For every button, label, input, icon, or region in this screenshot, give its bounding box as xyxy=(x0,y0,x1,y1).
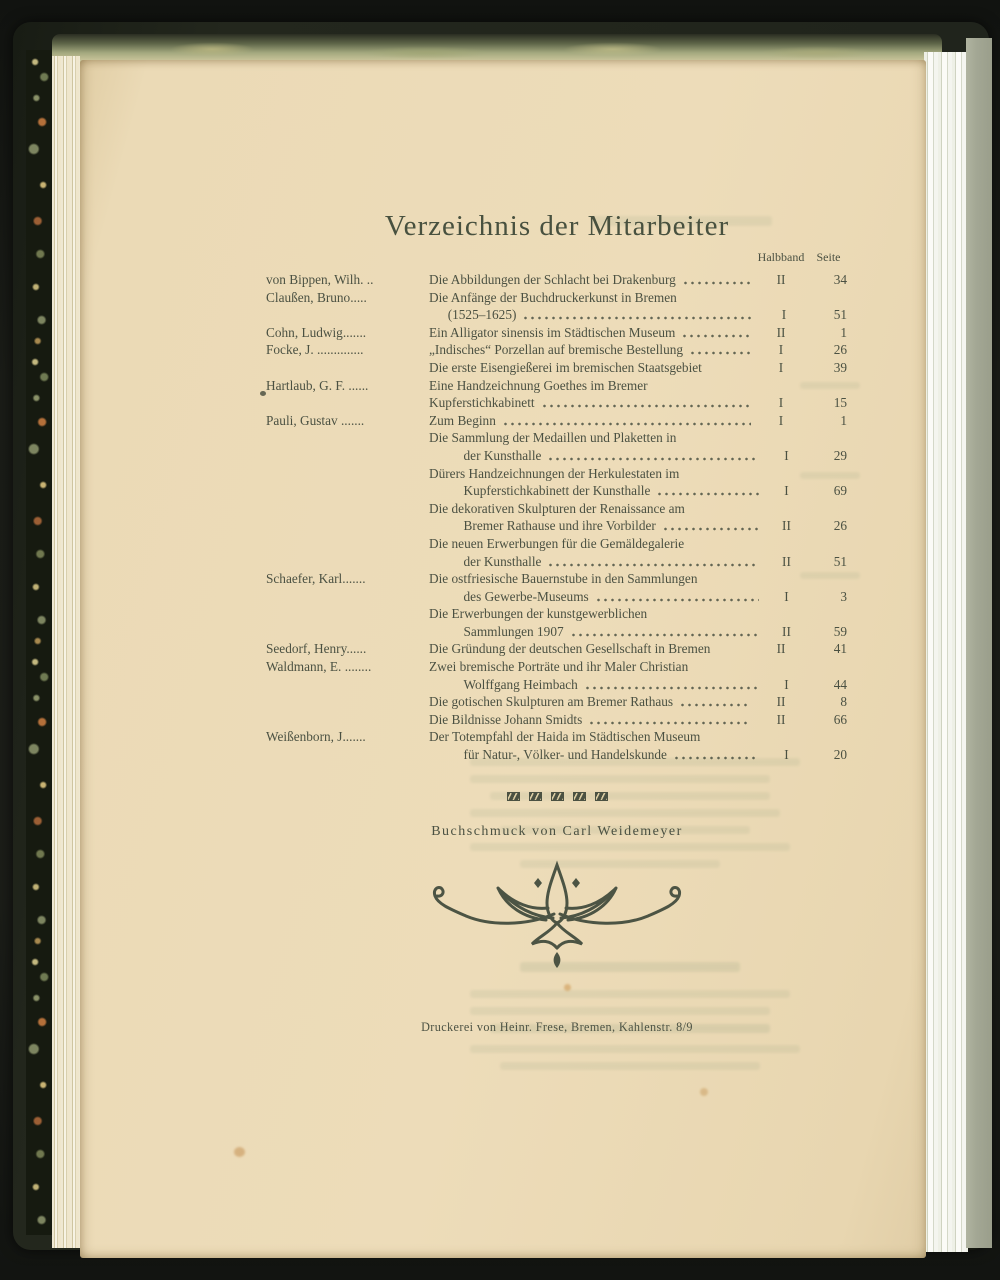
entry-author: Weißenborn, J....... xyxy=(266,729,366,745)
entry-title xyxy=(416,588,761,606)
entry-row xyxy=(266,324,848,342)
entry-title xyxy=(416,447,761,465)
entry-title xyxy=(416,517,761,535)
entry-seite: 66 xyxy=(833,711,847,727)
entry-row xyxy=(266,482,848,500)
entry-title xyxy=(429,711,753,729)
entry-title xyxy=(429,465,753,483)
dot-leader xyxy=(688,341,751,359)
entry-title xyxy=(416,623,761,641)
entry-seite xyxy=(809,289,848,307)
entry-title xyxy=(429,429,753,447)
entry-row xyxy=(266,676,848,694)
entry-title xyxy=(416,482,761,500)
entry-seite: 59 xyxy=(833,623,847,639)
entry-halbband: II xyxy=(776,324,786,340)
entry-seite: 51 xyxy=(833,553,847,569)
column-header-halbband: Halbband xyxy=(757,250,805,264)
entry-halbband xyxy=(753,658,809,676)
entry-seite: 15 xyxy=(833,395,847,411)
entry-author xyxy=(266,500,429,518)
entry-halbband xyxy=(753,728,809,746)
entry-row xyxy=(266,658,848,676)
entry-title xyxy=(429,535,753,553)
entry-halbband: II xyxy=(776,272,786,287)
entry-row xyxy=(266,394,848,412)
entry-author xyxy=(266,535,429,553)
dot-leader xyxy=(583,676,759,694)
entry-seite: 26 xyxy=(833,518,847,534)
entry-title-text: für Natur-, Völker- und Handelskunde xyxy=(463,747,667,763)
entry-halbband xyxy=(753,465,809,483)
entry-seite xyxy=(809,658,848,676)
entry-title xyxy=(429,500,753,518)
entry-title xyxy=(429,324,753,342)
entry-title-text: Der Totempfahl der Haida im Städtischen Museum xyxy=(429,729,701,745)
entry-row xyxy=(266,359,848,377)
entry-halbband: II xyxy=(782,623,791,639)
entry-title xyxy=(429,658,753,676)
dot-leader xyxy=(661,517,759,535)
entry-row xyxy=(266,271,848,289)
entry-title-text: Dürers Handzeichnungen der Herkulestaten im xyxy=(429,465,680,481)
dot-leader xyxy=(680,324,751,342)
entry-seite: 34 xyxy=(833,272,847,287)
entry-title-text: Die Anfänge der Buchdruckerkunst in Bremen xyxy=(429,289,677,305)
entry-seite xyxy=(809,570,848,588)
dot-leader xyxy=(546,553,758,571)
entry-halbband xyxy=(753,535,809,553)
entry-seite xyxy=(809,465,848,483)
entry-title-text: Die gotischen Skulpturen am Bremer Rathaus xyxy=(429,694,674,710)
entry-title xyxy=(416,746,761,764)
entry-row xyxy=(266,553,848,571)
entry-row xyxy=(266,341,848,359)
entry-title xyxy=(429,289,753,307)
entry-row xyxy=(266,711,848,729)
ornament-square-icon xyxy=(551,792,564,801)
entry-title-text: Die ostfriesische Bauernstube in den Sammlungen xyxy=(429,571,698,587)
entry-title xyxy=(429,271,753,289)
entry-title xyxy=(429,359,753,377)
entry-author xyxy=(266,676,416,694)
entry-author xyxy=(266,482,416,500)
ornament-square-icon xyxy=(529,792,542,801)
entry-row xyxy=(266,640,848,658)
entry-row xyxy=(266,429,848,447)
contributors-index xyxy=(266,208,848,1034)
entry-author xyxy=(266,605,429,623)
entry-seite: 1 xyxy=(840,324,847,340)
entry-row xyxy=(266,500,848,518)
ornament-square-icon xyxy=(507,792,520,801)
entry-author: Cohn, Ludwig....... xyxy=(266,324,367,340)
entry-author xyxy=(266,306,422,324)
entry-halbband: I xyxy=(784,588,789,604)
entry-row xyxy=(266,623,848,641)
entry-halbband: I xyxy=(778,412,784,428)
entry-title xyxy=(429,412,753,430)
entry-halbband: I xyxy=(778,359,784,375)
entry-seite: 41 xyxy=(833,641,847,657)
entry-title-text: Die Erwerbungen der kunstgewerblichen xyxy=(429,606,648,622)
entry-halbband xyxy=(753,377,809,395)
bleed-through xyxy=(500,1062,760,1070)
dot-leader xyxy=(546,447,758,465)
entry-seite xyxy=(809,500,848,518)
entry-author: Hartlaub, G. F. ...... xyxy=(266,377,369,393)
entry-author xyxy=(266,465,429,483)
entry-title xyxy=(429,693,753,711)
entry-title-text: Kupferstichkabinett der Kunsthalle xyxy=(463,483,651,499)
entry-author xyxy=(266,693,429,711)
entry-halbband: I xyxy=(778,342,784,358)
entry-row xyxy=(266,289,848,307)
entry-row xyxy=(266,447,848,465)
entry-title xyxy=(416,676,761,694)
book-fore-edge xyxy=(966,38,992,1248)
entry-title-text: Zwei bremische Porträte und ihr Maler Christian xyxy=(429,659,689,675)
ornament-square-icon xyxy=(573,792,586,801)
entry-row xyxy=(266,412,848,430)
entry-title xyxy=(429,341,753,359)
entry-halbband xyxy=(753,429,809,447)
entry-title xyxy=(429,570,753,588)
entry-title xyxy=(429,640,753,658)
entry-seite: 44 xyxy=(833,676,847,692)
dot-leader xyxy=(521,306,755,324)
entry-seite: 26 xyxy=(833,342,847,358)
entry-halbband xyxy=(753,605,809,623)
entry-halbband: I xyxy=(778,395,784,411)
dot-leader xyxy=(681,271,751,289)
entry-title-text: Die Sammlung der Medaillen und Plaketten in xyxy=(429,430,677,446)
entry-row xyxy=(266,746,848,764)
entry-author: von Bippen, Wilh. .. xyxy=(266,272,374,287)
entry-title xyxy=(416,553,761,571)
entry-seite: 39 xyxy=(833,359,847,375)
entry-seite: 29 xyxy=(833,447,847,463)
entry-seite xyxy=(809,429,848,447)
entry-title-text: Ein Alligator sinensis im Städtischen Museum xyxy=(429,324,676,340)
entry-author xyxy=(266,517,416,535)
bleed-through xyxy=(470,990,790,998)
entry-halbband: II xyxy=(776,641,786,657)
entry-title-text: Sammlungen 1907 xyxy=(463,623,564,639)
entry-author xyxy=(266,359,429,377)
entry-title xyxy=(429,605,753,623)
entry-seite: 3 xyxy=(840,588,847,604)
entry-author xyxy=(266,588,416,606)
bleed-through xyxy=(470,1045,800,1053)
foxing-spot xyxy=(234,1147,245,1157)
dot-leader xyxy=(678,693,751,711)
entry-title xyxy=(429,394,753,412)
entry-row xyxy=(266,517,848,535)
entry-halbband: II xyxy=(782,553,791,569)
entry-title-text: der Kunsthalle xyxy=(463,447,542,463)
printer-imprint: Druckerei von Heinr. Frese, Bremen, Kahlenstr. 8/9 xyxy=(421,1020,693,1034)
entry-row xyxy=(266,377,848,395)
entry-author xyxy=(266,711,429,729)
page-title: Verzeichnis der Mitarbeiter xyxy=(384,210,730,242)
entry-title-text: der Kunsthalle xyxy=(463,553,542,569)
entry-seite xyxy=(809,728,848,746)
entry-title xyxy=(422,306,758,324)
entry-row xyxy=(266,535,848,553)
entry-halbband: I xyxy=(781,307,787,323)
entry-author: Pauli, Gustav ....... xyxy=(266,412,365,428)
entry-title-text: Zum Beginn xyxy=(429,412,496,428)
entry-title-text: Die Abbildungen der Schlacht bei Drakenburg xyxy=(429,272,676,287)
marbled-endpaper-edge xyxy=(26,50,52,1235)
entry-seite: 69 xyxy=(833,483,847,499)
entry-halbband xyxy=(753,500,809,518)
entry-title-text: „Indisches“ Porzellan auf bremische Bestellung xyxy=(429,342,684,358)
dot-leader xyxy=(587,711,751,729)
entry-seite xyxy=(809,535,848,553)
entry-author xyxy=(266,553,416,571)
entry-author: Waldmann, E. ........ xyxy=(266,659,372,675)
entry-title-text: (1525–1625) xyxy=(447,307,517,323)
entry-halbband: II xyxy=(782,518,791,534)
entry-title-text: Kupferstichkabinett xyxy=(429,395,535,411)
entry-halbband: I xyxy=(784,676,789,692)
entry-title-text: Eine Handzeichnung Goethes im Bremer xyxy=(429,377,648,393)
entry-title-text: des Gewerbe-Museums xyxy=(463,588,589,604)
entry-title-text: Wolffgang Heimbach xyxy=(463,676,578,692)
page-stack-right-edge xyxy=(924,52,968,1252)
entry-author: Seedorf, Henry...... xyxy=(266,641,367,657)
entry-author: Claußen, Bruno..... xyxy=(266,289,367,305)
entry-title-text: Die erste Eisengießerei im bremischen Staatsgebiet xyxy=(429,359,702,375)
entry-author xyxy=(266,447,416,465)
entry-author: Schaefer, Karl....... xyxy=(266,571,366,587)
entry-title-text: Bremer Rathause und ihre Vorbilder xyxy=(463,518,656,534)
foxing-spot xyxy=(564,984,571,991)
column-headers xyxy=(266,250,848,265)
entry-seite: 51 xyxy=(833,307,847,323)
dot-leader xyxy=(655,482,758,500)
page-stack-left-edge xyxy=(52,56,80,1248)
book-page xyxy=(80,60,926,1258)
entry-author xyxy=(266,746,416,764)
entry-rows xyxy=(266,271,848,764)
ornament-squares xyxy=(266,792,848,802)
dot-leader xyxy=(501,412,751,430)
entry-halbband xyxy=(753,570,809,588)
dot-leader xyxy=(594,588,759,606)
book-decoration-credit: Buchschmuck von Carl Weidemeyer xyxy=(431,823,683,839)
entry-row xyxy=(266,693,848,711)
entry-seite: 1 xyxy=(840,412,847,428)
art-nouveau-tulip-ornament xyxy=(266,860,848,970)
entry-title-text: Die Gründung der deutschen Gesellschaft in Bremen xyxy=(429,641,711,657)
entry-title-text: Die Bildnisse Johann Smidts xyxy=(429,711,583,727)
entry-row xyxy=(266,465,848,483)
entry-author xyxy=(266,429,429,447)
ornament-square-icon xyxy=(595,792,608,801)
dot-leader xyxy=(540,394,751,412)
entry-seite xyxy=(809,377,848,395)
entry-seite xyxy=(809,605,848,623)
entry-row xyxy=(266,570,848,588)
entry-halbband xyxy=(753,289,809,307)
entry-author xyxy=(266,394,429,412)
foxing-spot xyxy=(700,1088,708,1096)
entry-halbband: II xyxy=(776,711,786,727)
entry-author xyxy=(266,623,416,641)
entry-title-text: Die neuen Erwerbungen für die Gemäldegalerie xyxy=(429,535,685,551)
entry-row xyxy=(266,605,848,623)
entry-title xyxy=(429,377,753,395)
entry-seite: 20 xyxy=(833,747,847,763)
entry-halbband: I xyxy=(784,747,789,763)
dot-leader xyxy=(569,623,759,641)
entry-title xyxy=(429,728,753,746)
entry-row xyxy=(266,588,848,606)
entry-title-text: Die dekorativen Skulpturen der Renaissance am xyxy=(429,500,685,516)
bleed-through xyxy=(470,1007,770,1015)
entry-row xyxy=(266,306,848,324)
dot-leader xyxy=(672,746,759,764)
column-header-seite: Seite xyxy=(816,250,841,264)
entry-author: Focke, J. .............. xyxy=(266,342,364,358)
entry-halbband: I xyxy=(784,447,789,463)
entry-seite: 8 xyxy=(840,694,847,710)
entry-row xyxy=(266,728,848,746)
entry-halbband: I xyxy=(784,483,789,499)
entry-halbband: II xyxy=(776,694,786,710)
